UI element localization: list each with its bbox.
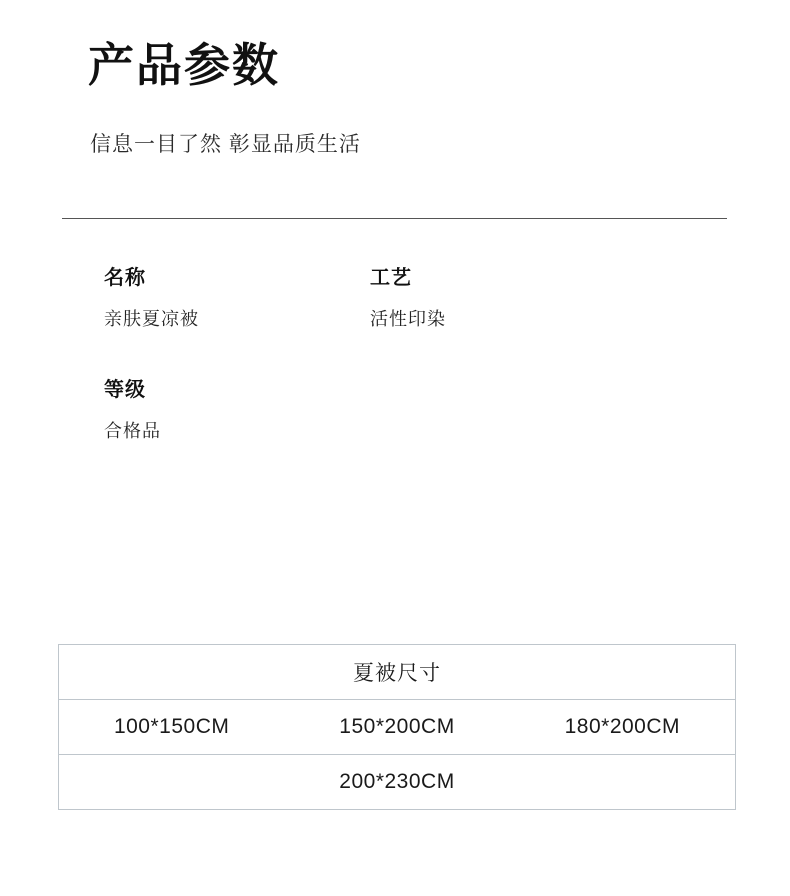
- header-divider: [62, 218, 727, 219]
- spec-value: 合格品: [104, 421, 161, 441]
- size-table-header: 夏被尺寸: [59, 645, 735, 700]
- spec-item-name: [0, 268, 370, 328]
- size-table-row: [59, 700, 735, 755]
- size-cell: 150*200CM: [339, 715, 455, 738]
- size-table-row: [59, 755, 735, 809]
- spec-item-grade: [0, 380, 370, 440]
- spec-label: 等级: [104, 379, 146, 401]
- size-cell: 100*150CM: [113, 715, 230, 738]
- spec-item-craft: [370, 268, 740, 328]
- spec-value: 亲肤夏凉被: [104, 309, 199, 329]
- spec-value: 活性印染: [370, 309, 446, 329]
- page-subtitle: 信息一目了然 彰显品质生活: [90, 133, 361, 156]
- size-table: [58, 644, 736, 810]
- size-cell: 180*200CM: [564, 715, 681, 738]
- page-title: 产品参数: [88, 39, 280, 91]
- spec-label: 工艺: [370, 267, 412, 289]
- size-cell: 200*230CM: [339, 770, 455, 793]
- spec-list: [0, 268, 790, 440]
- spec-row: [0, 268, 790, 328]
- spec-label: 名称: [104, 267, 146, 289]
- spec-item-empty: [370, 380, 740, 440]
- spec-row: [0, 380, 790, 440]
